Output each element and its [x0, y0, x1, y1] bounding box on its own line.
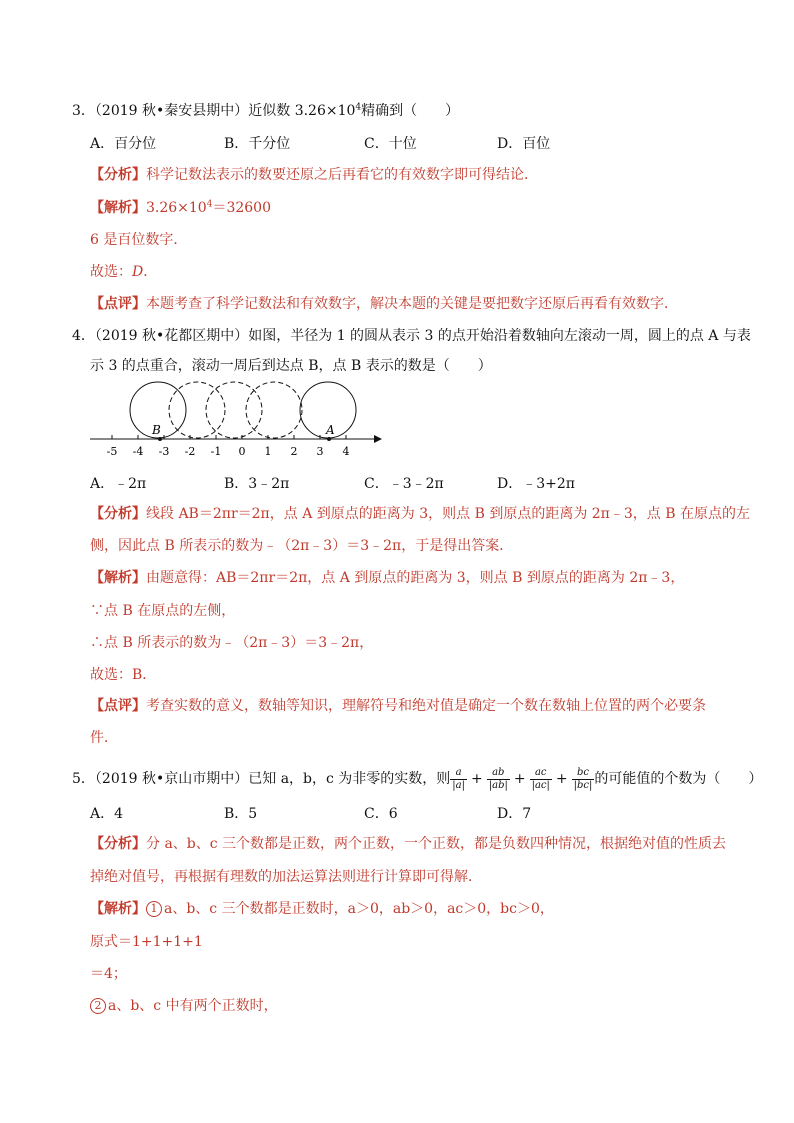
q3-solution-line: 6 是百位数字．: [90, 232, 188, 248]
q5-solution-case-2: 2 a、b、c 中有两个正数时，: [90, 996, 278, 1016]
q5-expression: 原式＝1+1+1+1: [90, 934, 203, 950]
fraction-4: $\frac{bc}{|bc|}$: [573, 766, 593, 791]
q4-therefore: ∴点 B 所表示的数为﹣（2π﹣3）＝3﹣2π，: [90, 635, 374, 651]
point-b: [158, 437, 162, 441]
q3-solution: 【解析】$3.26\times 10^4=32600$: [90, 199, 271, 216]
fraction-1: $\frac{a}{|a|}$: [452, 766, 465, 791]
q5-stem: 5．（2019 秋•京山市期中）已知 a，b，c 为非零的实数，则 $\frac{a}{|a|}$ + $\frac{ab}{|ab|}$ + $\frac{ac}{|ac|}$ + $\frac{bc}{|bc|}$ 的可能值的个数为（ ）: [72, 766, 763, 791]
q3-stem: 3．（2019 秋•秦安县期中）近似数 $3.26\times 10^4$精确到（ ）: [72, 102, 460, 119]
q4-because: ∵点 B 在原点的左侧，: [90, 603, 236, 619]
axis-tick-label: 0: [238, 445, 246, 458]
q4-option-b: B．3﹣2π: [224, 476, 290, 492]
axis-tick-label: 4: [342, 445, 350, 458]
q5-solution-case-1: 【解析】 1 a、b、c 三个数都是正数时，a＞0，ab＞0，ac＞0，bc＞0，: [90, 901, 554, 917]
q5-option-b: B．5: [224, 806, 258, 822]
q4-option-a: A．﹣2π: [90, 476, 147, 492]
q5-result: ＝4；: [90, 966, 127, 982]
q5-analysis-1: 【分析】分 a、b、c 三个数都是正数，两个正数，一个正数，都是负数四种情况，根据绝对值的性质去: [90, 836, 727, 852]
q5-analysis-2: 掉绝对值号，再根据有理数的加法运算法则进行计算即可得解．: [90, 869, 482, 885]
label-b: B: [152, 423, 161, 437]
axis-tick-label: -1: [210, 445, 222, 458]
q5-option-d: D．7: [497, 806, 532, 822]
q4-stem-2: 示 3 的点重合，滚动一周后到达点 B，点 B 表示的数是（ ）: [90, 358, 492, 374]
q4-choose: 故选：B．: [90, 667, 157, 683]
circled-number-2: 2: [90, 998, 106, 1014]
q4-option-c: C．﹣3﹣2π: [364, 476, 444, 492]
q4-analysis-1: 【分析】线段 AB＝2πr＝2π，点 A 到原点的距离为 3，则点 B 到原点的距离为 2π﹣3，点 B 在原点的左: [90, 506, 750, 522]
point-a: [327, 437, 331, 441]
axis-tick-label: 2: [290, 445, 298, 458]
q4-number-line-figure: [86, 378, 386, 462]
q4-analysis-2: 侧，因此点 B 所表示的数为﹣（2π﹣3）＝3﹣2π，于是得出答案．: [90, 538, 514, 554]
q5-option-c: C．6: [364, 806, 398, 822]
q3-option-b: B．千分位: [224, 136, 291, 152]
q3-option-a: A．百分位: [90, 136, 157, 152]
circled-number-1: 1: [146, 901, 162, 917]
fraction-2: $\frac{ab}{|ab|}$: [488, 766, 508, 791]
q4-stem-1: 4．（2019 秋•花都区期中）如图，半径为 1 的圆从表示 3 的点开始沿着数轴向左滚动一周，圆上的点 A 与表: [72, 328, 751, 344]
q3-option-d: D．百位: [497, 136, 551, 152]
q3-option-c: C．十位: [364, 136, 417, 152]
axis-tick-label: -5: [106, 445, 118, 458]
fraction-3: $\frac{ac}{|ac|}$: [531, 766, 550, 791]
axis-arrow: [374, 435, 382, 443]
q4-comment-2: 件．: [90, 730, 118, 746]
q4-comment-1: 【点评】考查实数的意义，数轴等知识，理解符号和绝对值是确定一个数在数轴上位置的两个必要条: [90, 698, 706, 714]
axis-tick-label: -4: [132, 445, 144, 458]
q3-comment: 【点评】本题考查了科学记数法和有效数字，解决本题的关键是要把数字还原后再看有效数字．: [90, 296, 678, 312]
axis-tick-label: -3: [158, 445, 170, 458]
axis-tick-label: -2: [184, 445, 196, 458]
q5-option-a: A．4: [90, 806, 124, 822]
q3-analysis: 【分析】科学记数法表示的数要还原之后再看它的有效数字即可得结论．: [90, 167, 538, 183]
axis-tick-label: 1: [264, 445, 272, 458]
axis-tick-label: 3: [316, 445, 324, 458]
q4-option-d: D．﹣3+2π: [497, 476, 575, 492]
label-a: A: [326, 423, 335, 437]
q4-solution: 【解析】由题意得：AB＝2πr＝2π，点 A 到原点的距离为 3，则点 B 到原点的距离为 2π﹣3，: [90, 570, 685, 586]
q3-choose: 故选：D．: [90, 264, 158, 280]
